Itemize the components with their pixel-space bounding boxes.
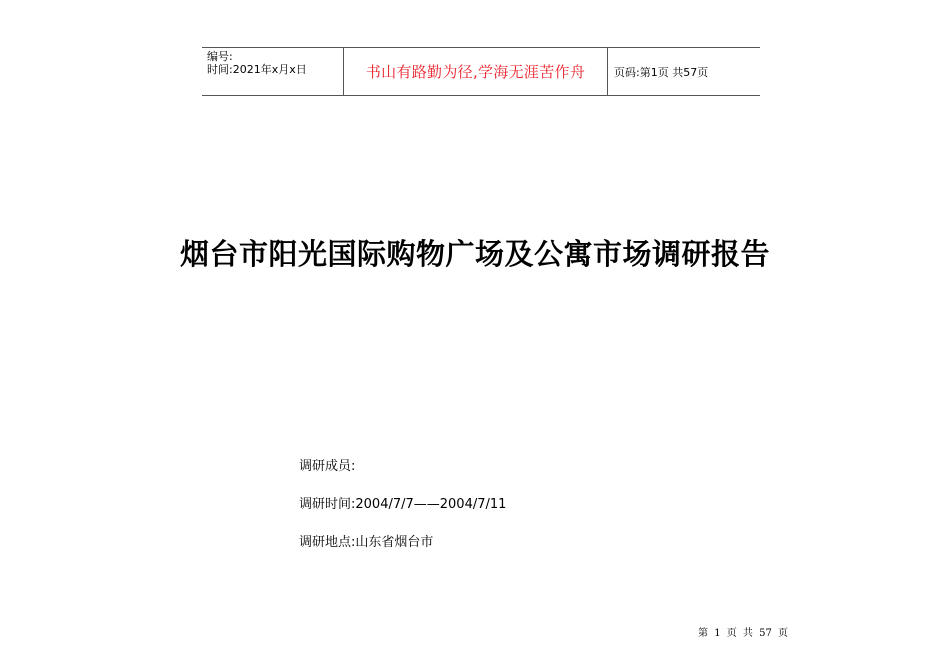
header-meta-cell <box>202 48 344 95</box>
page-footer: 第 1 页 共 57 页 <box>698 628 788 639</box>
page-header <box>202 47 760 96</box>
survey-info <box>299 459 506 573</box>
survey-time: 调研时间:2004/7/7——2004/7/11 <box>299 497 507 512</box>
header-page-counter-text: 页码:第1页 共57页 <box>614 65 709 79</box>
header-number-label: 编号: <box>207 50 233 63</box>
header-page-cell <box>608 48 760 95</box>
header-time-label: 时间:2021年x月x日 <box>207 63 307 76</box>
survey-members: 调研成员: <box>299 459 356 474</box>
header-motto: 书山有路勤为径,学海无涯苦作舟 <box>365 63 586 81</box>
header-motto-cell <box>344 48 608 95</box>
document-title: 烟台市阳光国际购物广场及公寓市场调研报告 <box>179 237 770 271</box>
survey-place: 调研地点:山东省烟台市 <box>299 535 434 550</box>
header-page-counter <box>614 64 708 80</box>
